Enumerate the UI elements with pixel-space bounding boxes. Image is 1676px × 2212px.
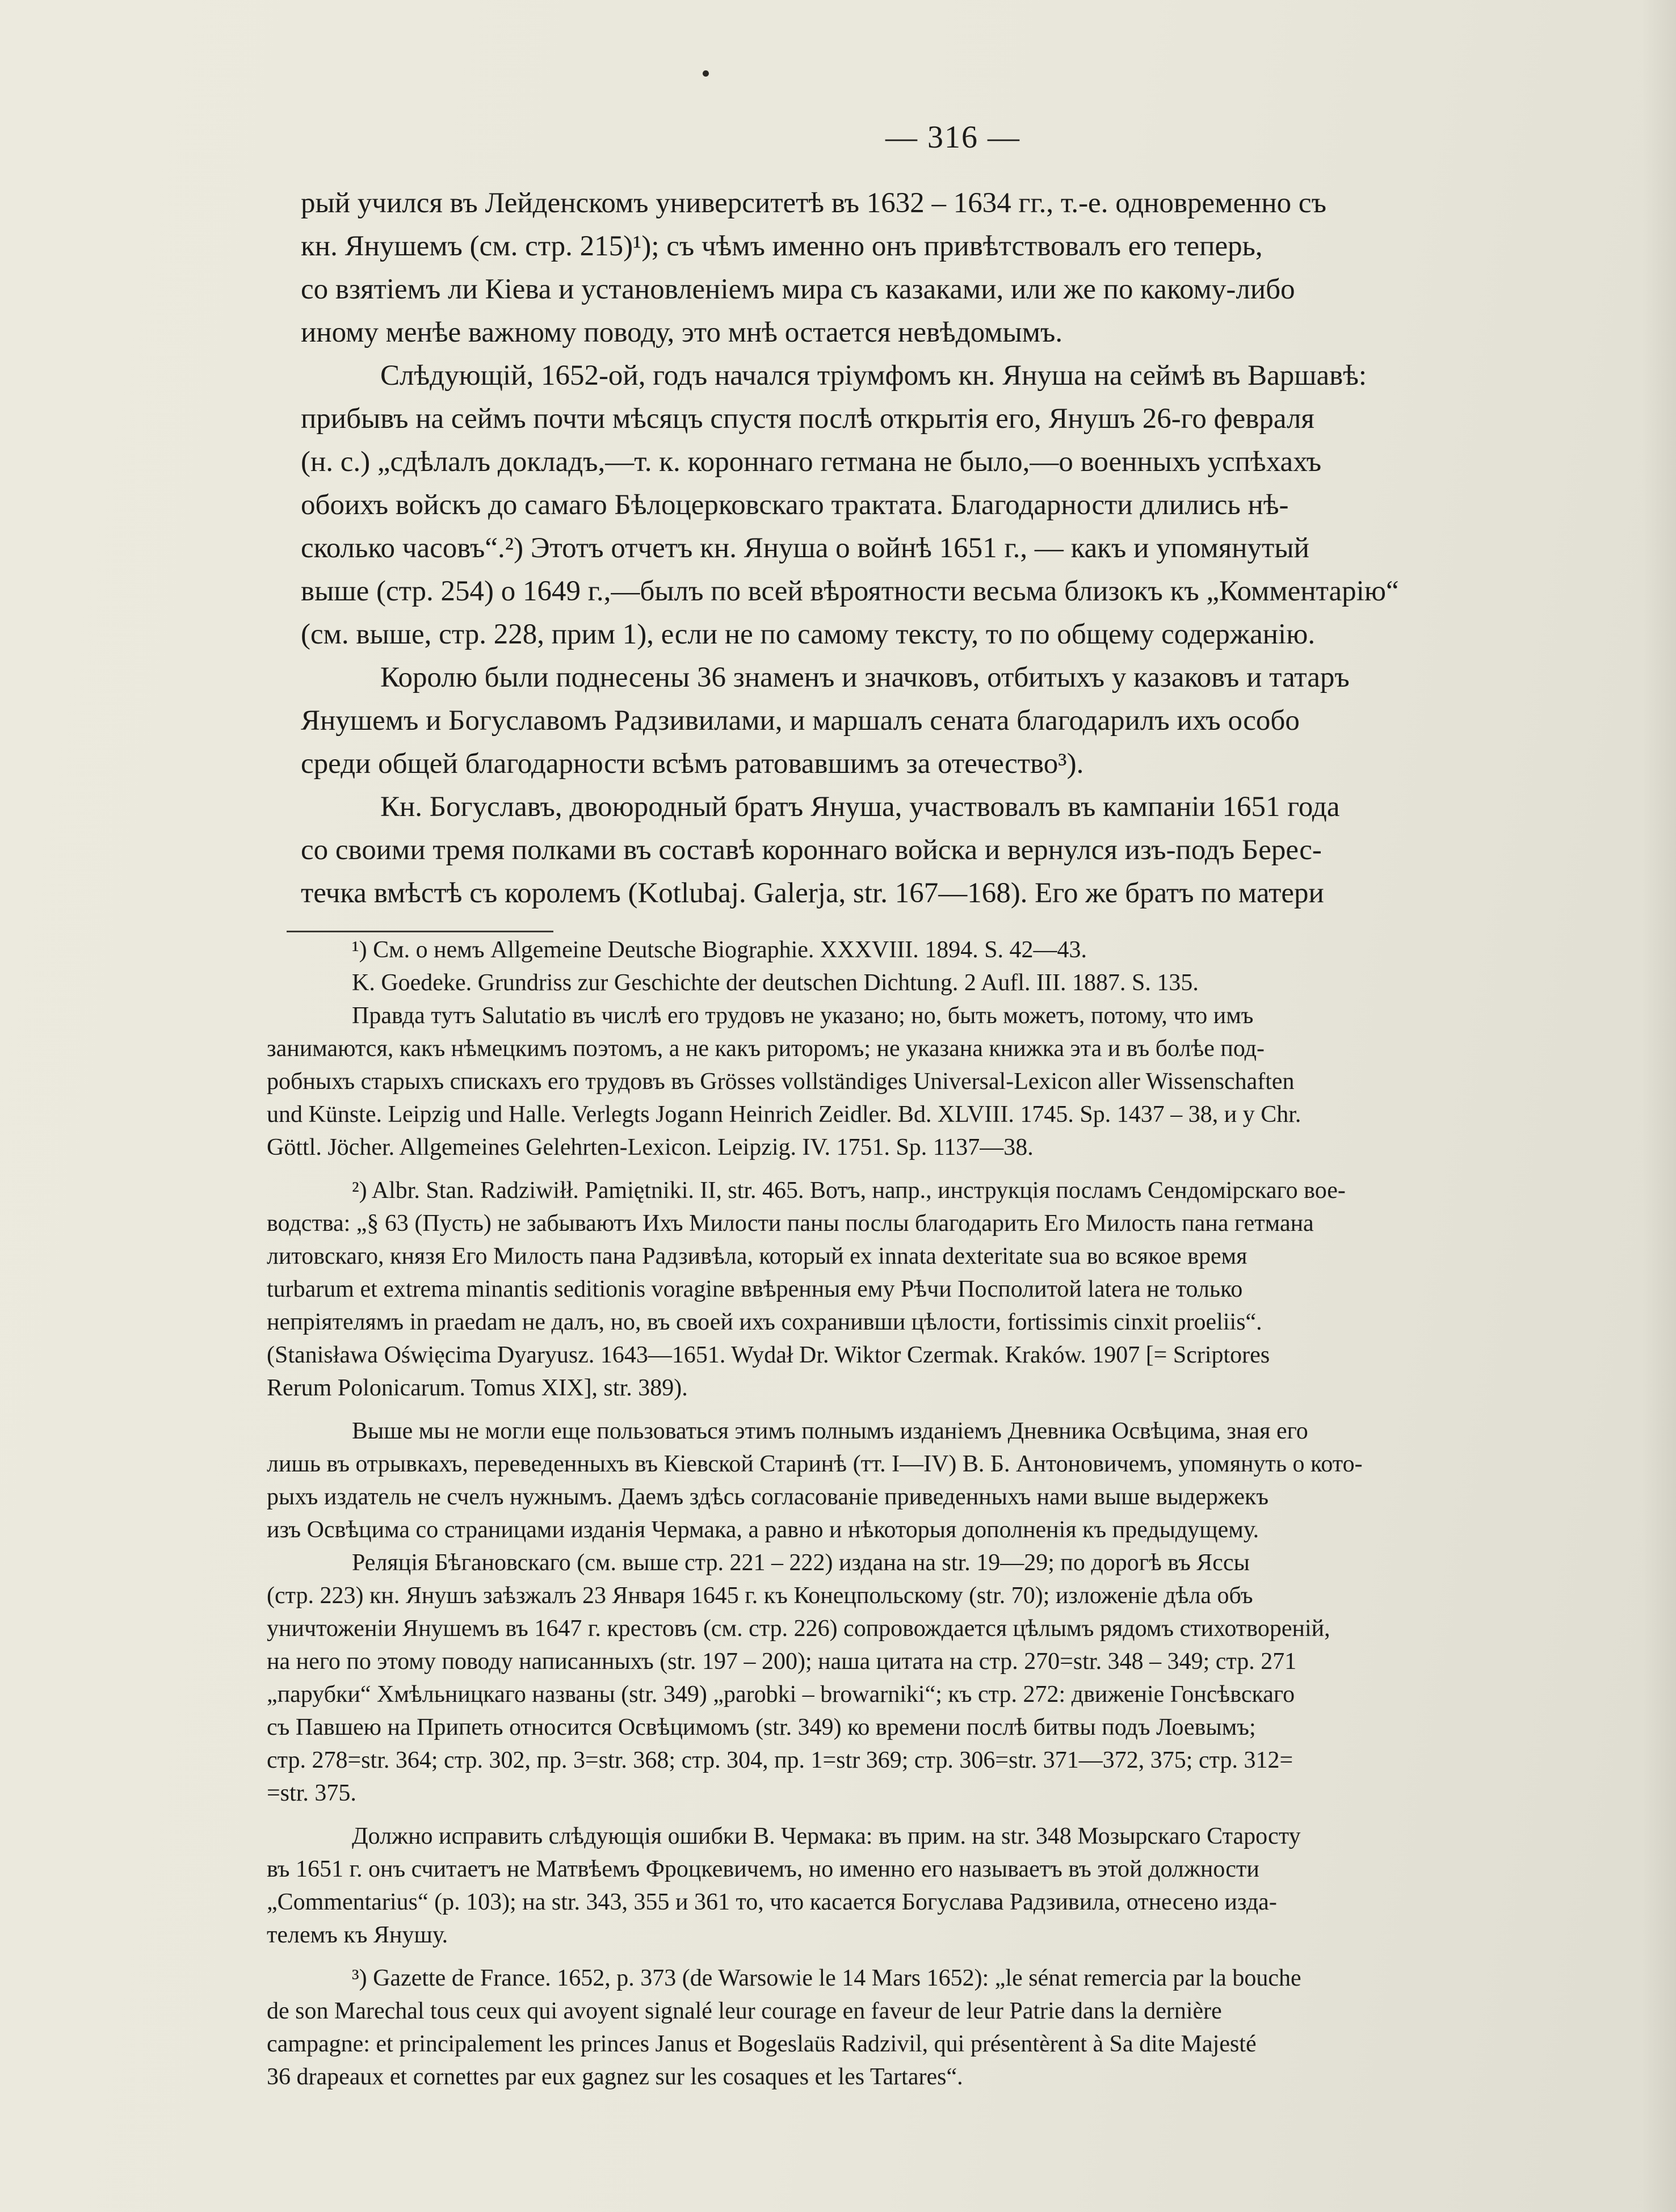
text-line: течка вмѣстѣ съ королемъ (Kotlubaj. Galerja, str. 167—168). Его же братъ по матери xyxy=(301,877,1324,909)
footnote-line: 36 drapeaux et cornettes par eux gagnez sur les cosaques et les Tartares“. xyxy=(267,2064,963,2090)
footnote-line: Rerum Polonicarum. Tomus XIX], str. 389). xyxy=(267,1375,688,1401)
footnote-line: Выше мы не могли еще пользоваться этимъ полнымъ изданіемъ Дневника Освѣцима, зная его xyxy=(352,1418,1308,1444)
footnote-line: campagne: et principalement les princes Janus et Bogeslaüs Radzivil, qui présentèrent à Sa dite Majesté xyxy=(267,2031,1257,2057)
text-line: выше (стр. 254) о 1649 г.,—былъ по всей вѣроятности весьма близокъ къ „Комментарію“ xyxy=(301,575,1399,607)
footnote-line: K. Goedeke. Grundriss zur Geschichte der deutschen Dichtung. 2 Aufl. III. 1887. S. 135. xyxy=(352,970,1199,996)
footnote-line: Göttl. Jöcher. Allgemeines Gelehrten-Lexicon. Leipzig. IV. 1751. Sp. 1137—38. xyxy=(267,1134,1034,1160)
footnote-line: уничтоженіи Янушемъ въ 1647 г. крестовъ (см. стр. 226) сопровождается цѣлымъ рядомъ стихотвореній, xyxy=(267,1616,1330,1642)
footnote-line: (стр. 223) кн. Янушъ заѣзжалъ 23 Января 1645 г. къ Конецпольскому (str. 70); изложеніе дѣла объ xyxy=(267,1583,1253,1609)
ink-dot xyxy=(703,70,709,77)
footnote-line: водства: „§ 63 (Пусть) не забываютъ Ихъ Милости паны послы благодарить Его Милость пана гетмана xyxy=(267,1210,1314,1237)
footnote-line: изъ Освѣцима со страницами изданія Чермака, а равно и нѣкоторыя дополненія къ предыдущему. xyxy=(267,1517,1259,1543)
text-line: Королю были поднесены 36 знаменъ и значковъ, отбитыхъ у казаковъ и татаръ xyxy=(380,662,1350,693)
footnote-line: занимаются, какъ нѣмецкимъ поэтомъ, а не какъ риторомъ; не указана книжка эта и въ болѣе под- xyxy=(267,1036,1265,1062)
text-line: (н. с.) „сдѣлалъ докладъ,—т. к. короннаго гетмана не было,—о военныхъ успѣхахъ xyxy=(301,446,1322,478)
text-line: обоихъ войскъ до самаго Бѣлоцерковскаго трактата. Благодарности длились нѣ- xyxy=(301,489,1289,521)
footnote-line: (Stanisława Oświęcima Dyaryusz. 1643—1651. Wydał Dr. Wiktor Czermak. Kraków. 1907 [= Scriptores xyxy=(267,1342,1270,1368)
page-edge-shadow xyxy=(1642,0,1676,2212)
page-number: — 316 — xyxy=(885,120,1020,155)
footnote-line: непріятелямъ in praedam не далъ, но, въ своей ихъ сохранивши цѣлости, fortissimis cinxit proeliis“. xyxy=(267,1309,1262,1335)
footnote-line: на него по этому поводу написанныхъ (str. 197 – 200); наша цитата на стр. 270=str. 348 – 349; стр. 271 xyxy=(267,1649,1297,1675)
footnote-line: лишь въ отрывкахъ, переведенныхъ въ Кіевской Старинѣ (тт. I—IV) В. Б. Антоновичемъ, упомянуть о кото- xyxy=(267,1451,1363,1477)
footnote-line: turbarum et extrema minantis seditionis voragine ввѣренныя ему Рѣчи Посполитой latera не только xyxy=(267,1276,1243,1302)
footnote-line: „Commentarius“ (p. 103); на str. 343, 355 и 361 то, что касается Богуслава Радзивила, отнесено изда- xyxy=(267,1889,1277,1915)
footnote-line: und Künste. Leipzig und Halle. Verlegts Jogann Heinrich Zeidler. Bd. XLVIII. 1745. Sp. 1437 – 38, и у Chr. xyxy=(267,1101,1301,1128)
text-line: Слѣдующій, 1652-ой, годъ начался тріумфомъ кн. Януша на сеймѣ въ Варшавѣ: xyxy=(380,360,1367,392)
footnote-line: =str. 375. xyxy=(267,1780,356,1806)
footnote-line: литовскаго, князя Его Милость пана Радзивѣла, который ex innata dexteritate sua во всякое время xyxy=(267,1243,1247,1269)
text-line: кн. Янушемъ (см. стр. 215)¹); съ чѣмъ именно онъ привѣтствовалъ его теперь, xyxy=(301,230,1263,262)
text-line: сколько часовъ“.²) Этотъ отчетъ кн. Януша о войнѣ 1651 г., — какъ и упомянутый xyxy=(301,532,1309,564)
text-line: со взятіемъ ли Кіева и установленіемъ мира съ казаками, или же по какому-либо xyxy=(301,274,1295,305)
footnote-line: въ 1651 г. онъ считаетъ не Матвѣемъ Фроцкевичемъ, но именно его называетъ въ этой должности xyxy=(267,1856,1259,1882)
footnote-line: „парубки“ Хмѣльницкаго названы (str. 349) „parobki – browarniki“; къ стр. 272: движеніе Гонсѣвскаго xyxy=(267,1681,1295,1708)
footnote-line: Должно исправить слѣдующія ошибки В. Чермака: въ прим. на str. 348 Мозырскаго Старосту xyxy=(352,1823,1301,1849)
footnote-line: рыхъ издатель не счелъ нужнымъ. Даемъ здѣсь согласованіе приведенныхъ нами выше выдержекъ xyxy=(267,1484,1269,1510)
text-line: среди общей благодарности всѣмъ ратовавшимъ за отечество³). xyxy=(301,748,1084,780)
footnote-line: съ Павшею на Припеть относится Освѣцимомъ (str. 349) ко времени послѣ битвы подъ Лоевымъ; xyxy=(267,1714,1256,1740)
text-line: Янушемъ и Богуславомъ Радзивилами, и маршалъ сената благодарилъ ихъ особо xyxy=(301,705,1300,737)
footnotes xyxy=(267,933,1663,2093)
footnote-line: ³) Gazette de France. 1652, p. 373 (de Warsowie le 14 Mars 1652): „le sénat remercia par la bouche xyxy=(352,1965,1301,1991)
footnote-line: Правда тутъ Salutatio въ числѣ его трудовъ не указано; но, быть можетъ, потому, что имъ xyxy=(352,1003,1254,1029)
footnote-separator xyxy=(287,931,553,932)
main-text xyxy=(301,182,1663,915)
footnote-line: Реляція Бѣгановскаго (см. выше стр. 221 – 222) издана на str. 19—29; по дорогѣ въ Яссы xyxy=(352,1550,1250,1576)
footnote-line: de son Marechal tous ceux qui avoyent signalé leur courage en faveur de leur Patrie dans la dernière xyxy=(267,1998,1222,2024)
footnote-line: стр. 278=str. 364; стр. 302, пр. 3=str. 368; стр. 304, пр. 1=str 369; стр. 306=str. 371—372, 375; стр. 312= xyxy=(267,1747,1293,1773)
footnote-line: телемъ къ Янушу. xyxy=(267,1922,448,1948)
text-line: прибывъ на сеймъ почти мѣсяцъ спустя послѣ открытія его, Янушъ 26-го февраля xyxy=(301,403,1314,435)
text-line: иному менѣе важному поводу, это мнѣ остается невѣдомымъ. xyxy=(301,317,1063,348)
footnote-line: робныхъ старыхъ спискахъ его трудовъ въ Grösses vollständiges Universal-Lexicon aller Wissenschaften xyxy=(267,1069,1295,1095)
text-line: рый учился въ Лейденскомъ университетѣ въ 1632 – 1634 гг., т.-е. одновременно съ xyxy=(301,187,1326,219)
text-line: со своими тремя полками въ составѣ короннаго войска и вернулся изъ-подъ Берес- xyxy=(301,834,1322,866)
text-line: Кн. Богуславъ, двоюродный братъ Януша, участвовалъ въ кампаніи 1651 года xyxy=(380,791,1340,823)
footnote-line: ¹) См. о немъ Allgemeine Deutsche Biographie. XXXVIII. 1894. S. 42—43. xyxy=(352,937,1087,963)
footnote-line: ²) Albr. Stan. Radziwiłł. Pamiętniki. II, str. 465. Вотъ, напр., инструкція посламъ Сендомірскаго вое- xyxy=(352,1178,1346,1204)
text-line: (см. выше, стр. 228, прим 1), если не по самому тексту, то по общему содержанію. xyxy=(301,619,1316,650)
